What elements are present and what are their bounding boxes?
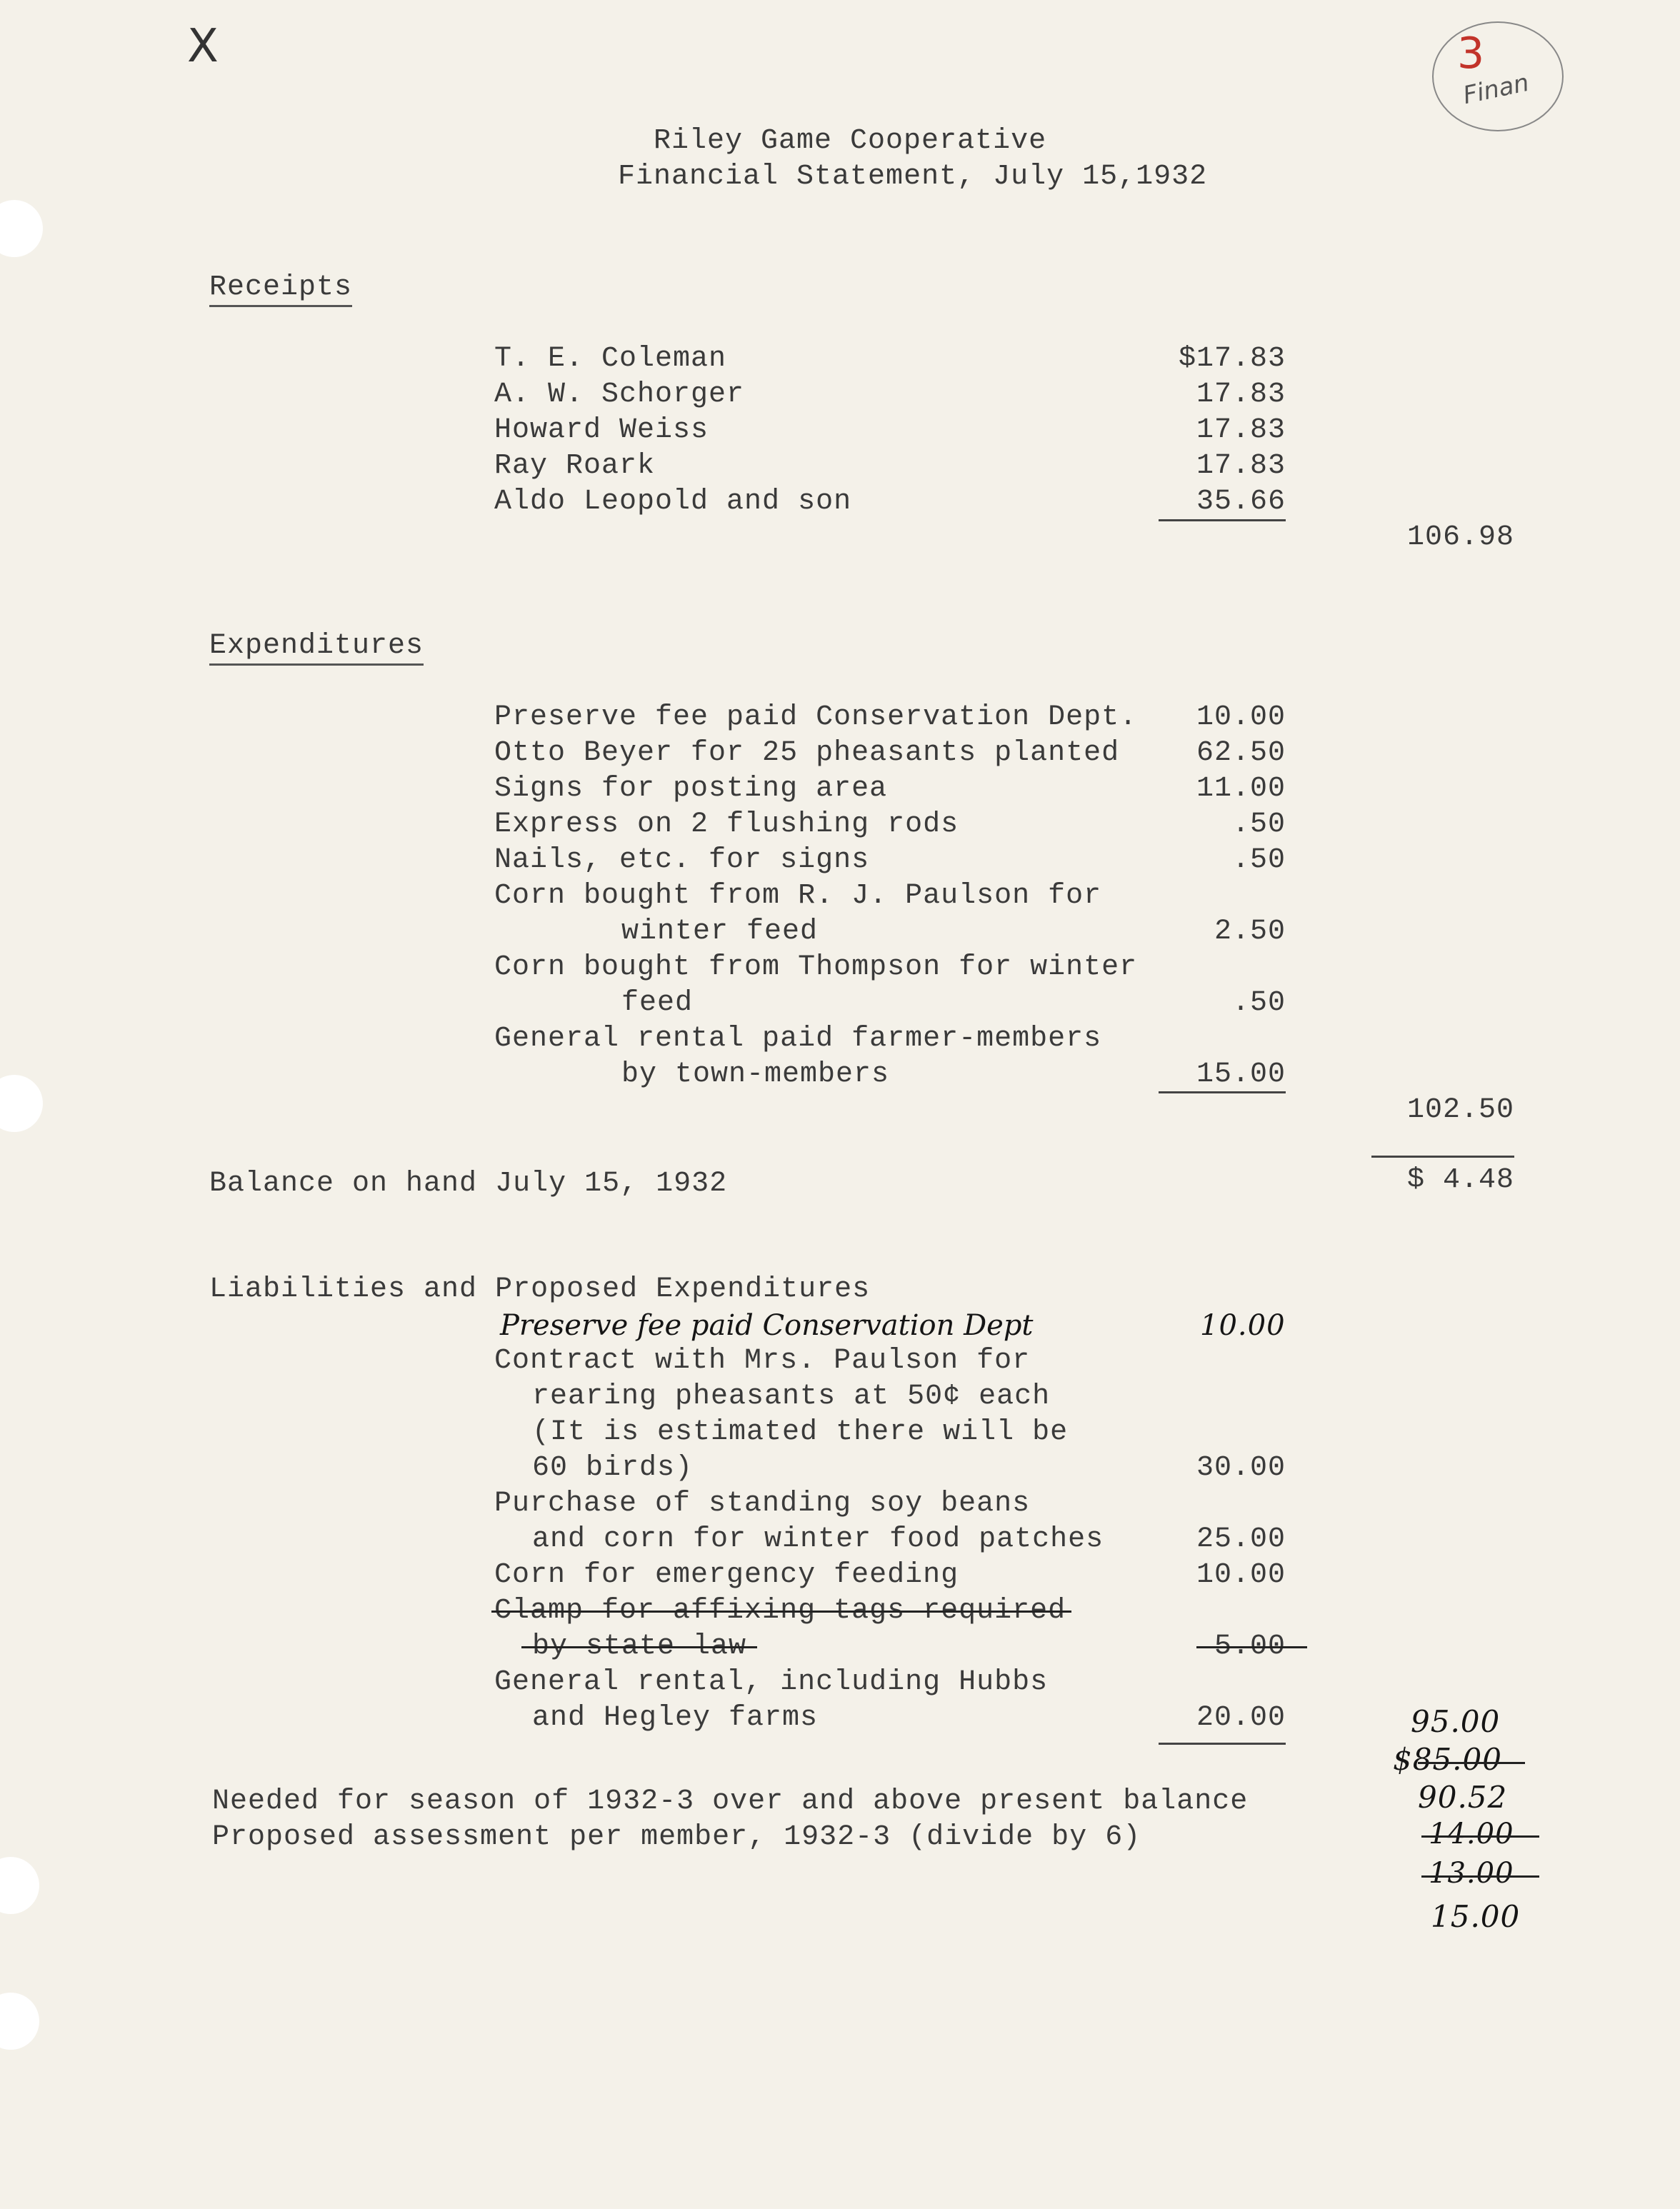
expenditure-label: Express on 2 flushing rods xyxy=(494,808,959,841)
expenditure-label: Corn bought from R. J. Paulson for xyxy=(494,880,1102,912)
annotation-label: Finan xyxy=(1460,68,1532,111)
receipt-name: Howard Weiss xyxy=(494,414,709,446)
receipt-amount: 17.83 xyxy=(1196,414,1286,446)
receipt-name: Aldo Leopold and son xyxy=(494,486,852,518)
receipt-amount: 17.83 xyxy=(1196,450,1286,482)
receipt-amount: $17.83 xyxy=(1178,343,1286,375)
expenditure-label-continued: feed xyxy=(621,987,694,1019)
expenditures-total: 102.50 xyxy=(1406,1094,1514,1126)
handwritten-liability: Preserve fee paid Conservation Dept xyxy=(500,1309,1034,1342)
strikethrough-line xyxy=(491,1611,1071,1613)
expenditure-label: General rental paid farmer-members xyxy=(494,1023,1102,1055)
receipt-name: A. W. Schorger xyxy=(494,379,745,411)
liability-amount: 10.00 xyxy=(1196,1559,1286,1591)
expenditure-amount: .50 xyxy=(1231,844,1286,876)
final-assessment-value: 15.00 xyxy=(1431,1899,1521,1934)
punch-hole xyxy=(0,200,43,257)
liability-label-continued: rearing pheasants at 50¢ each xyxy=(532,1381,1051,1413)
liability-amount: 20.00 xyxy=(1196,1702,1286,1734)
receipts-heading: Receipts xyxy=(209,274,352,307)
expenditure-amount: 15.00 xyxy=(1196,1058,1286,1091)
needed-label: Needed for season of 1932-3 over and above present balance xyxy=(212,1785,1249,1818)
liability-amount: 25.00 xyxy=(1196,1523,1286,1556)
receipt-amount: 35.66 xyxy=(1196,486,1286,518)
balance-label: Balance on hand July 15, 1932 xyxy=(209,1168,728,1200)
corner-x-mark: X xyxy=(187,20,219,73)
struck-liability-amount: 5.00 xyxy=(1214,1631,1286,1663)
liability-label: General rental, including Hubbs xyxy=(494,1666,1049,1698)
liabilities-subtotal-rule xyxy=(1159,1743,1286,1745)
expenditure-amount: .50 xyxy=(1231,808,1286,841)
liability-label: Contract with Mrs. Paulson for xyxy=(494,1345,1031,1377)
liabilities-heading: Liabilities and Proposed Expenditures xyxy=(209,1273,871,1306)
annotation-number: 3 xyxy=(1457,29,1485,79)
document-title: Riley Game Cooperative xyxy=(654,125,1047,157)
struck-liability-label: Clamp for affixing tags required xyxy=(494,1595,1066,1627)
strikethrough-line xyxy=(1421,1835,1539,1838)
liability-label-continued: and corn for winter food patches xyxy=(532,1523,1104,1556)
handwritten-liabilities-total: 95.00 xyxy=(1411,1704,1501,1739)
liability-label-continued: (It is estimated there will be xyxy=(532,1416,1069,1448)
expenditures-heading: Expenditures xyxy=(209,632,424,666)
balance-amount: $ 4.48 xyxy=(1406,1164,1514,1196)
expenditure-label: Corn bought from Thompson for winter xyxy=(494,951,1138,983)
expenditure-label-continued: winter feed xyxy=(621,916,819,948)
liability-label-continued: 60 birds) xyxy=(532,1452,694,1484)
punch-hole xyxy=(0,1075,43,1132)
struck-liability-label-continued: by state law xyxy=(532,1631,747,1663)
liability-label: Corn for emergency feeding xyxy=(494,1559,959,1591)
expenditure-label: Nails, etc. for signs xyxy=(494,844,870,876)
expenditure-label: Otto Beyer for 25 pheasants planted xyxy=(494,737,1120,769)
expenditure-amount: 2.50 xyxy=(1214,916,1286,948)
punch-hole xyxy=(0,1857,39,1914)
receipts-subtotal-rule xyxy=(1159,519,1286,521)
expenditure-amount: 11.00 xyxy=(1196,773,1286,805)
expenditure-label-continued: by town-members xyxy=(621,1058,890,1091)
receipt-name: Ray Roark xyxy=(494,450,656,482)
receipt-name: T. E. Coleman xyxy=(494,343,727,375)
assessment-label: Proposed assessment per member, 1932-3 (divide by 6) xyxy=(212,1821,1141,1853)
strikethrough-line xyxy=(521,1646,757,1648)
expenditure-label: Preserve fee paid Conservation Dept. xyxy=(494,701,1138,733)
liability-label-continued: and Hegley farms xyxy=(532,1702,819,1734)
handwritten-liability-amount: 10.00 xyxy=(1200,1309,1286,1342)
struck-liabilities-total: $85.00 xyxy=(1393,1742,1502,1777)
expenditure-amount: 10.00 xyxy=(1196,701,1286,733)
receipt-amount: 17.83 xyxy=(1196,379,1286,411)
liability-amount: 30.00 xyxy=(1196,1452,1286,1484)
expenditure-label: Signs for posting area xyxy=(494,773,888,805)
struck-assessment-value: 13.00 xyxy=(1429,1857,1514,1890)
receipts-total: 106.98 xyxy=(1406,521,1514,553)
expenditure-amount: .50 xyxy=(1231,987,1286,1019)
balance-rule xyxy=(1371,1156,1514,1158)
liability-label: Purchase of standing soy beans xyxy=(494,1488,1031,1520)
punch-hole xyxy=(0,1993,39,2050)
needed-value: 90.52 xyxy=(1418,1780,1508,1815)
expenditure-amount: 62.50 xyxy=(1196,737,1286,769)
strikethrough-line xyxy=(1196,1646,1307,1648)
document-subtitle: Financial Statement, July 15,1932 xyxy=(618,161,1208,193)
struck-assessment-value: 14.00 xyxy=(1429,1818,1514,1850)
strikethrough-line xyxy=(1421,1875,1539,1878)
expenditures-subtotal-rule xyxy=(1159,1091,1286,1093)
strikethrough-line xyxy=(1418,1762,1525,1764)
